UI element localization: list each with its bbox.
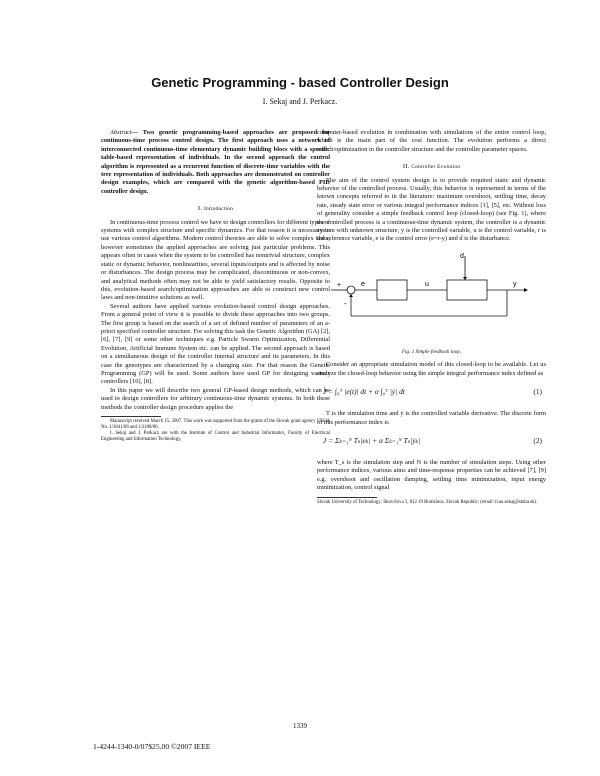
section-number: I.: [197, 205, 203, 213]
evo-paragraph-2: Consider an appropriate simulation model of this closed-loop to be available. Let us analyze the closed-loop behavior using the simple integral performance index defined as: [317, 361, 546, 377]
label-plus: +: [337, 281, 342, 289]
evo-paragraph-0: computer-based evolution in combination with simulations of the entire control loop, which is the main part of the cost function. The evolution performs a direct search/optimization in the controller structure and the controller parameter spaces.: [317, 129, 546, 153]
intro-paragraph-2: Several authors have applied various evolution-based control design approaches. From a general point of view it is possible to divide these approaches into two groups. The first group is based on the search of a set of defined number of parameters of an a-priori specified controller structure. For solving this task the Genetic Algorithm (GA) [2], [6], [7], [9] or some other techniques e.g. Particle Swarm Optimization, Differential Evolution, Artificial Immune System etc. can be applied. The second approach is based on a simultaneous design of the controller internal structure and its parameters. In this case the genotypes are characterized by a changing size. For that reason the Genetic Programming (GP) will be used. Some authors have used GP for designing various controllers [10], [8].: [101, 302, 330, 386]
equation-2: [317, 427, 546, 459]
equation-1-number: (1): [533, 387, 542, 397]
page-number: 1339: [293, 722, 307, 730]
section-title: Introduction: [204, 206, 234, 213]
footnote-1: Manuscript received March 15, 2007. This work was supported from the grants of the Slovak grant agency VEGA No. 1/3841/06 and 1/3108/06.: [101, 419, 330, 430]
abstract-text: — Two genetic programming-based approaches are proposed for continuous-time process control design. The first approach uses a network of interconnected continuous-time elementary dynamic building blocs with a specific table-based representation of individuals. In the second approach the control algorithm is represented as a recurrent function of discrete-time variables with the tree representation of individuals. Both approaches are demonstrated on controller design examples, which are compared with the genetic algorithm-based PID controller design.: [101, 129, 330, 195]
evo-paragraph-1: The aim of the control system design is to provide required static and dynamic behavior of the controlled process. Usually, this behavior is represented in terms of the known concepts referred to in the literature: maximum overshoot, settling time, decay rate, steady state error or various integral performance indices [1], [5], etc. Without loss of generality consider a simple feedback control loop (closed-loop) (see Fig. 1), where the controlled process is a continuous-time dynamic system, the controller is a dynamic system with unknown structure, y is the controlled variable, u is the control variable, r is the reference variable, e is the control error (e=r-y) and d is the disturbance.: [317, 176, 546, 243]
equation-1: [317, 378, 546, 410]
abstract-lead: Abstract: [110, 129, 132, 136]
paper-authors: I. Sekaj and J. Perkacz.: [262, 97, 338, 106]
label-minus: -: [344, 298, 347, 308]
feedback-loop-diagram: [317, 248, 546, 346]
equation-2-number: (2): [533, 435, 542, 445]
label-u: u: [425, 280, 429, 288]
footnote-rule: [317, 497, 377, 498]
footnote-2: I. Sekaj and J. Perkacz are with the Institute of Control and Industrial Informatics, Faculty of Electrical Engineering and Information Technology,: [101, 431, 330, 442]
figure-feedback-loop: [317, 248, 546, 346]
label-y: y: [513, 280, 517, 288]
process-block: [447, 280, 487, 300]
label-d: d: [460, 252, 464, 260]
evo-paragraph-4: where T_s is the simulation step and N is the number of simulation steps. Using other performance indices, various aims and time-response properties can be achieved [7], [9] e.g. overshoot and oscillation damping, settling time minimization, input energy minimization, control signal: [317, 458, 546, 492]
summing-junction-icon: [347, 286, 355, 294]
controller-block: [377, 280, 407, 300]
intro-paragraph-1: In continuous-time process control we have to design controllers for different types of systems with complex structure and specific dynamics. For that reason it is necessary to use various control algorithms. Modern control theories are able to solve complex tasks, however sometimes the applied approaches are solving just particular problems. This appears often in cases when the system to be controlled has nontrivial structure, complex static or dynamic behavior, nonlinearities, several inputs/outputs and is affected by noise or disturbances. The design process may be complicated, discontinuous or non-convex, and analytical methods often may not be able to yield satisfactory results. Opposite to this, evolution-based search/optimization approaches are able to construct new control laws and non-intuitive solutions as well.: [101, 218, 330, 302]
right-footnote: Slovak University of Technology; Ilkovičova 3, 812 19 Bratislava, Slovak Republic; (email: ivan.sekaj@stuba.sk).: [317, 499, 538, 505]
evo-paragraph-3: T is the simulation time and ẏ is the controlled variable derivative. The discrete form of this performance index is: [317, 410, 546, 426]
section-heading-introduction: [101, 205, 330, 213]
abstract: [101, 129, 330, 196]
equation-1-body: J = ∫₀ᵀ |e(t)| dt + α ∫₀ᵀ |ẏ| dt: [323, 387, 405, 397]
figure-caption: Fig. 1 Simple feedback loop.: [401, 348, 462, 355]
footnote-rule: [101, 416, 161, 417]
section-number: II.: [402, 163, 410, 171]
section-heading-controller-evolution: [317, 163, 546, 171]
left-column: [101, 129, 330, 443]
paper-title: Genetic Programming - based Controller Design: [151, 75, 449, 90]
equation-2-body: J = Σₖ₌₁ᴺ Tₛ|eₖ| + α Σₖ₌₁ᴺ Tₛ|ẏₖ|: [323, 435, 421, 445]
label-e: e: [361, 280, 365, 288]
right-column: [317, 129, 546, 506]
isbn-copyright: 1-4244-1340-0/07$25.00 ©2007 IEEE: [93, 742, 211, 751]
intro-paragraph-3: In this paper we will describe two general GP-based design methods, which can be used to design controllers for arbitrary continuous-time dynamic systems. In both these methods the controller design procedure applies the: [101, 386, 330, 411]
section-title: Controller Evolution: [411, 164, 461, 171]
